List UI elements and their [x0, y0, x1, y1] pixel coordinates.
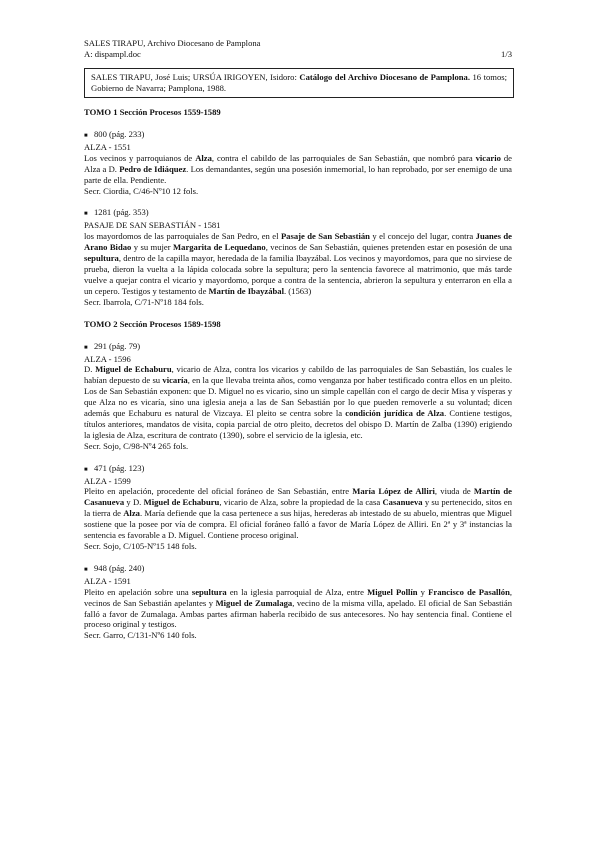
summary-text: . Contiene testigos, títulos anteriores, mandatos de visita, copia parcial de otro pleito, decretos del obispo D. Martín de Zalba (1390) erigiendo la iglesia de Alza, escritura de contrato (1390), sobre el servicio de la iglesia, etc. — [84, 408, 512, 440]
entry-number — [84, 563, 512, 576]
entry-number — [84, 129, 512, 142]
summary-text: y su pertenecido, sitos en la tierra de — [84, 497, 512, 519]
highlighted-term: Pasaje de San Sebastián — [280, 231, 370, 242]
citation-publication: 16 tomos; Gobierno de Navarra; Pamplona, 1988. — [91, 72, 507, 93]
summary-text: y — [417, 586, 429, 597]
spacer — [84, 552, 512, 563]
header-title: SALES TIRAPU, Archivo Diocesano de Pamplona — [84, 38, 261, 48]
entry-number-text: 948 (pág. 240) — [94, 562, 145, 573]
summary-text: , vecino de la misma villa, apelado. El oficial de San Sebastián falló a favor de Zumalaga. Ambas partes afirman haberla recibido de sus antecesores. No hay sentencia final. Contiene el proceso original y testigos. — [84, 597, 512, 630]
page-number: 1/3 — [501, 49, 512, 59]
bullet-icon: ■ — [84, 466, 88, 473]
entry-source: Secr. Sojo, C/98-Nº4 265 fols. — [84, 440, 189, 451]
bullet-icon: ■ — [84, 133, 88, 139]
entry-place-date: ALZA - 1599 — [84, 475, 131, 486]
entry-number-text: 800 (pág. 233) — [94, 129, 145, 139]
entry-number-text: 1281 (pág. 353) — [94, 207, 149, 218]
summary-text: de Alza a D. — [84, 152, 512, 174]
summary-text: y D. — [124, 497, 144, 508]
citation-title: Catálogo del Archivo Diocesano de Pamplona. — [299, 72, 470, 82]
summary-text: D. — [84, 364, 96, 375]
entry-number — [84, 463, 512, 476]
entry-place-date: ALZA - 1591 — [84, 575, 131, 586]
entry-summary — [84, 153, 512, 186]
catalog-entry — [84, 463, 512, 552]
summary-text: los mayordomos de las parroquiales de San Pedro, en el — [84, 231, 281, 242]
catalog-entry — [84, 341, 512, 452]
entry-source: Secr. Sojo, C/105-Nº15 148 fols. — [84, 541, 197, 551]
entry-place-date: PASAJE DE SAN SEBASTIÁN - 1581 — [84, 220, 221, 231]
entry-source: Secr. Ciordia, C/46-Nº10 12 fols. — [84, 185, 199, 196]
highlighted-term: Pedro de Idiáquez — [119, 163, 187, 174]
bullet-icon: ■ — [84, 211, 88, 218]
entry-number-text: 471 (pág. 123) — [94, 462, 145, 473]
summary-text: Pleito en apelación sobre una — [84, 586, 192, 597]
summary-text: Los vecinos y parroquianos de — [84, 152, 196, 163]
entry-place-date: ALZA - 1551 — [84, 141, 131, 152]
summary-text: . (1563) — [283, 285, 312, 296]
entry-summary — [84, 587, 512, 631]
citation-authors: SALES TIRAPU, José Luis; URSÚA IRIGOYEN, Isidoro: — [91, 72, 300, 82]
highlighted-term: vicaría — [162, 375, 188, 386]
summary-text: y su mujer — [131, 242, 174, 253]
entry-summary — [84, 231, 512, 296]
spacer — [84, 196, 512, 207]
header-filename: A: dispampl.doc — [84, 49, 141, 59]
summary-text: , en la que llevaba treinta años, como venganza por haber testificado contra ellos en un pleito. Los de San Sebastián exponen: que D. Miguel no es vicario, sino un simple capellán con el cargo de decir Misa y vísperas y que Alza no es vicaría, sino una iglesia aneja a las de San Sebastián por lo que pueden removerle a su voluntad; dicen además que Echaburu es natural de Vizcaya. El pleito se centra sobre la — [84, 375, 512, 419]
header-filename-row — [84, 49, 512, 60]
highlighted-term: Juanes de Arano Bidao — [84, 231, 512, 253]
entry-place-date: ALZA - 1596 — [84, 353, 131, 364]
spacer — [84, 330, 512, 341]
bullet-icon: ■ — [84, 344, 88, 351]
summary-text: . María defiende que la casa pertenece a sus hijas, herederas ab intestado de su abuelo, mientras que Miguel sostiene que la posee por vía de compra. El oficial foráneo falló a favor de María López de Alliri. En 2ª y 3ª instancias la sentencia es favorable a D. Miguel. Contiene proceso original. — [84, 508, 512, 541]
highlighted-term: vicario — [475, 152, 501, 163]
highlighted-term: Miguel Pollín — [367, 586, 418, 597]
summary-text: , vicario de Alza, contra los vicarios y cabildo de las parroquiales de San Sebastián, los cuales le habían depuesto de su — [84, 364, 512, 386]
spacer — [84, 118, 512, 129]
summary-text: Pleito en apelación, procedente del oficial foráneo de San Sebastián, entre — [84, 486, 353, 497]
highlighted-term: Martín de Casanueva — [84, 486, 512, 508]
summary-text: , vecinos de San Sebastián, quienes pretenden estar en posesión de una — [265, 242, 512, 253]
spacer — [84, 308, 512, 319]
highlighted-term: Alza — [195, 152, 212, 163]
highlighted-term: María López de Alliri — [352, 486, 435, 497]
highlighted-term: Miguel de Echaburu — [143, 497, 220, 508]
entry-number — [84, 341, 512, 354]
bullet-icon: ■ — [84, 566, 88, 573]
spacer — [84, 641, 512, 652]
highlighted-term: sepultura — [191, 586, 227, 597]
entry-number — [84, 207, 512, 220]
highlighted-term: Martín de Ibayzábal — [208, 285, 284, 296]
highlighted-term: Alza — [123, 508, 140, 519]
catalog-entry — [84, 129, 512, 196]
highlighted-term: condición jurídica de Alza — [345, 408, 445, 419]
catalog-entry — [84, 563, 512, 641]
summary-text: y el concejo del lugar, contra — [369, 231, 476, 242]
summary-text: , contra el cabildo de las parroquiales de San Sebastián, que nombró para — [211, 152, 476, 163]
summary-text: , vicario de Alza, sobre la propiedad de la casa — [219, 497, 383, 508]
highlighted-term: Casanueva — [382, 497, 423, 508]
section-title: TOMO 1 Sección Procesos 1559-1589 — [84, 107, 221, 117]
summary-text: , dentro de la capilla mayor, heredada de la familia Ibayzábal. Los vecinos y mayordomos, para que no sirviese de prueba, dieron la vuelta a la lápida colocada sobre la sepultura; pero la sentencia favorece al matrimonio, que más tarde vuelve a quejar contra el vicario y mayordomo, porque a contra de la sentencia, abrieron la sepultura y enterraron en ella a un cepero. Testigos y testamento de — [84, 253, 512, 296]
entry-source: Secr. Ibarrola, C/71-Nº18 184 fols. — [84, 296, 204, 307]
catalog-content — [84, 107, 512, 652]
catalog-entry — [84, 207, 512, 307]
entry-source: Secr. Garro, C/131-Nº6 140 fols. — [84, 630, 197, 641]
highlighted-term: sepultura — [84, 253, 119, 264]
summary-text: , vecinos de San Sebastián apelantes y — [84, 586, 513, 608]
spacer — [84, 452, 512, 463]
section-title: TOMO 2 Sección Procesos 1589-1598 — [84, 318, 221, 329]
highlighted-term: Margarita de Lequedano — [173, 242, 266, 253]
citation-box — [84, 68, 514, 98]
summary-text: . Los demandantes, según una posesión inmemorial, lo han reprobado, por ser enemigo de una parte de ella. Pendiente. — [84, 163, 512, 185]
entry-number-text: 291 (pág. 79) — [94, 340, 141, 351]
highlighted-term: Francisco de Pasallón — [428, 586, 510, 597]
highlighted-term: Miguel de Echaburu — [95, 364, 172, 375]
highlighted-term: Miguel de Zumalaga — [215, 597, 293, 608]
summary-text: , viuda de — [434, 486, 474, 497]
entry-summary — [84, 486, 512, 541]
summary-text: en la iglesia parroquial de Alza, entre — [226, 586, 368, 597]
entry-summary — [84, 364, 512, 440]
